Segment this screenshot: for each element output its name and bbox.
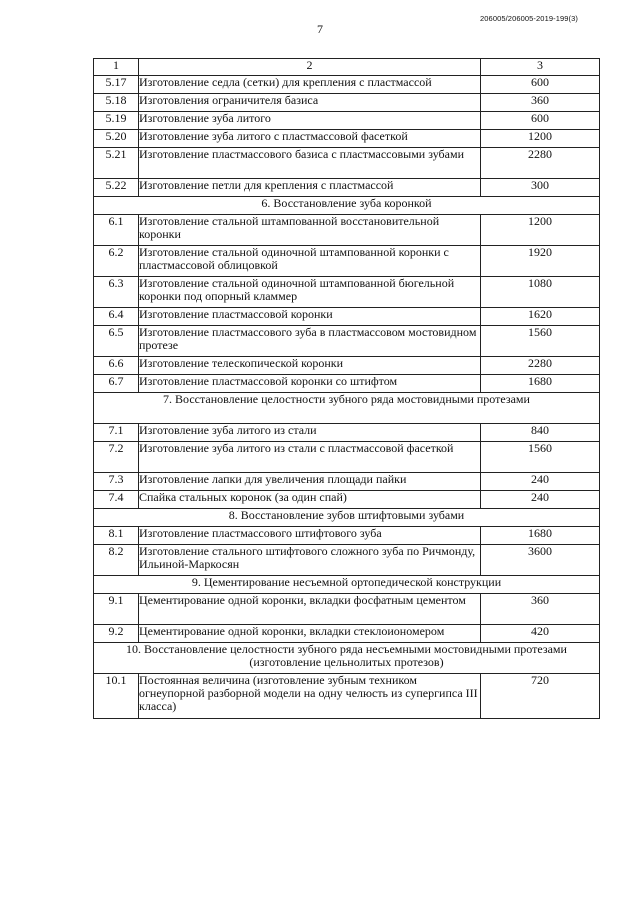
item-description: Изготовление пластмассового базиса с пластмассовыми зубами (139, 148, 481, 179)
document-id: 206005/206005-2019-199(3) (480, 14, 578, 23)
item-number: 6.3 (94, 277, 139, 308)
item-number: 6.7 (94, 375, 139, 393)
table-row (94, 674, 600, 719)
table-row (94, 326, 600, 357)
table-row (94, 215, 600, 246)
item-number: 8.1 (94, 527, 139, 545)
section-title: 10. Восстановление целостности зубного ряда несъемными мостовидными протезами (изготовление цельнолитых протезов) (94, 643, 600, 674)
section-header-row (94, 643, 600, 674)
section-title: 6. Восстановление зуба коронкой (94, 197, 600, 215)
item-price: 1080 (481, 277, 600, 308)
section-header-row (94, 576, 600, 594)
table-row (94, 357, 600, 375)
item-number: 6.5 (94, 326, 139, 357)
item-number: 5.21 (94, 148, 139, 179)
table-row (94, 424, 600, 442)
item-description: Изготовление зуба литого из стали с пластмассовой фасеткой (139, 442, 481, 473)
item-description: Постоянная величина (изготовление зубным техником огнеупорной разборной модели на одну челюсть из супергипса III класса) (139, 674, 481, 719)
column-header-price: 3 (481, 59, 600, 76)
item-number: 7.4 (94, 491, 139, 509)
table-row (94, 76, 600, 94)
item-price: 240 (481, 491, 600, 509)
item-price: 360 (481, 94, 600, 112)
item-description: Цементирование одной коронки, вкладки стеклоиономером (139, 625, 481, 643)
item-price: 600 (481, 76, 600, 94)
section-header-row (94, 509, 600, 527)
item-price: 1200 (481, 130, 600, 148)
item-description: Изготовление телескопической коронки (139, 357, 481, 375)
item-number: 10.1 (94, 674, 139, 719)
item-number: 8.2 (94, 545, 139, 576)
table-row (94, 277, 600, 308)
item-description: Изготовление седла (сетки) для крепления с пластмассой (139, 76, 481, 94)
table-row (94, 148, 600, 179)
item-number: 5.17 (94, 76, 139, 94)
item-number: 7.2 (94, 442, 139, 473)
item-description: Изготовление петли для крепления с пластмассой (139, 179, 481, 197)
item-price: 1200 (481, 215, 600, 246)
table-row (94, 527, 600, 545)
item-price: 720 (481, 674, 600, 719)
item-number: 9.2 (94, 625, 139, 643)
section-header-row (94, 393, 600, 424)
item-number: 5.22 (94, 179, 139, 197)
item-price: 360 (481, 594, 600, 625)
section-title: 9. Цементирование несъемной ортопедической конструкции (94, 576, 600, 594)
item-number: 5.20 (94, 130, 139, 148)
page-number: 7 (317, 22, 323, 36)
item-description: Изготовление пластмассового штифтового зуба (139, 527, 481, 545)
table-row (94, 625, 600, 643)
header-row (94, 59, 600, 76)
item-price: 420 (481, 625, 600, 643)
section-header-row (94, 197, 600, 215)
item-price: 1680 (481, 527, 600, 545)
item-description: Изготовление стальной штампованной восстановительной коронки (139, 215, 481, 246)
item-description: Изготовление лапки для увеличения площади пайки (139, 473, 481, 491)
item-number: 7.1 (94, 424, 139, 442)
item-description: Изготовление пластмассового зуба в пластмассовом мостовидном протезе (139, 326, 481, 357)
item-price: 840 (481, 424, 600, 442)
item-price: 2280 (481, 148, 600, 179)
item-description: Изготовления ограничителя базиса (139, 94, 481, 112)
item-number: 6.2 (94, 246, 139, 277)
item-price: 600 (481, 112, 600, 130)
table-row (94, 594, 600, 625)
item-price: 1620 (481, 308, 600, 326)
item-number: 5.19 (94, 112, 139, 130)
item-number: 6.6 (94, 357, 139, 375)
item-price: 1560 (481, 442, 600, 473)
item-description: Изготовление зуба литого (139, 112, 481, 130)
item-price: 1680 (481, 375, 600, 393)
table-body (94, 76, 600, 719)
table-row (94, 94, 600, 112)
table-row (94, 375, 600, 393)
item-description: Спайка стальных коронок (за один спай) (139, 491, 481, 509)
item-price: 300 (481, 179, 600, 197)
price-table (93, 58, 600, 719)
item-price: 1920 (481, 246, 600, 277)
item-description: Изготовление стальной одиночной штампованной бюгельной коронки под опорный кламмер (139, 277, 481, 308)
item-description: Изготовление зуба литого с пластмассовой фасеткой (139, 130, 481, 148)
table-row (94, 246, 600, 277)
item-description: Цементирование одной коронки, вкладки фосфатным цементом (139, 594, 481, 625)
item-description: Изготовление пластмассовой коронки со штифтом (139, 375, 481, 393)
item-description: Изготовление стального штифтового сложного зуба по Ричмонду, Ильиной-Маркосян (139, 545, 481, 576)
column-header-description: 2 (139, 59, 481, 76)
item-number: 6.4 (94, 308, 139, 326)
item-price: 3600 (481, 545, 600, 576)
section-title: 8. Восстановление зубов штифтовыми зубами (94, 509, 600, 527)
column-header-number: 1 (94, 59, 139, 76)
table-row (94, 308, 600, 326)
item-price: 2280 (481, 357, 600, 375)
item-number: 9.1 (94, 594, 139, 625)
item-number: 7.3 (94, 473, 139, 491)
table-row (94, 442, 600, 473)
item-price: 240 (481, 473, 600, 491)
section-title: 7. Восстановление целостности зубного ряда мостовидными протезами (94, 393, 600, 424)
table-row (94, 491, 600, 509)
item-number: 5.18 (94, 94, 139, 112)
table-row (94, 545, 600, 576)
item-description: Изготовление стальной одиночной штампованной коронки с пластмассовой облицовкой (139, 246, 481, 277)
item-description: Изготовление пластмассовой коронки (139, 308, 481, 326)
table-row (94, 473, 600, 491)
item-price: 1560 (481, 326, 600, 357)
table-row (94, 112, 600, 130)
table-row (94, 130, 600, 148)
table-row (94, 179, 600, 197)
item-description: Изготовление зуба литого из стали (139, 424, 481, 442)
item-number: 6.1 (94, 215, 139, 246)
